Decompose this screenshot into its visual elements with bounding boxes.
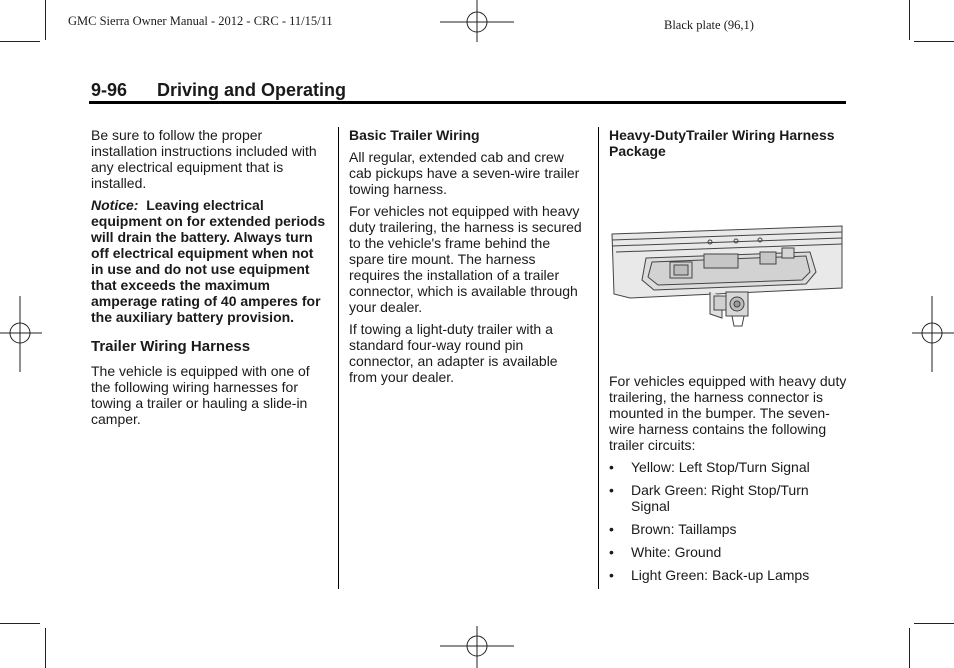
paragraph: All regular, extended cab and crew cab pickups have a seven-wire trailer towing harness. [349, 149, 580, 197]
title-rule [89, 101, 846, 104]
crop-mark [914, 623, 954, 624]
paragraph: For vehicles equipped with heavy duty trailering, the harness connector is mounted in the bumper. The seven-wire harness contains the following trailer circuits: [609, 373, 847, 453]
crop-mark [45, 628, 46, 668]
heavy-duty-harness-heading: Heavy-DutyTrailer Wiring Harness Package [609, 127, 835, 159]
notice-paragraph [91, 197, 327, 325]
crop-mark [909, 0, 910, 40]
header-plate: Black plate (96,1) [664, 18, 754, 32]
crop-mark [0, 41, 40, 42]
list-item: • Light Green: Back-up Lamps [609, 567, 849, 583]
trailer-wiring-harness-heading: Trailer Wiring Harness [91, 338, 251, 355]
paragraph: If towing a light-duty trailer with a standard four-way round pin connector, an adapter is available from your dealer. [349, 321, 558, 385]
notice-label: Notice: [91, 197, 139, 213]
crop-mark [914, 41, 954, 42]
trailer-circuits-list [609, 459, 849, 583]
column-divider [338, 127, 339, 589]
registration-mark-bottom [440, 626, 516, 668]
harness-paragraph: The vehicle is equipped with one of the following wiring harnesses for towing a trailer or hauling a slide-in camper. [91, 363, 310, 427]
column-3 [609, 127, 849, 165]
page-number: 9-96 [91, 80, 128, 100]
header-manual-title: GMC Sierra Owner Manual - 2012 - CRC - 11/15/11 [68, 14, 333, 28]
page-title [91, 80, 346, 101]
list-item: • Dark Green: Right Stop/Turn Signal [609, 482, 849, 514]
registration-mark-top [440, 0, 516, 42]
intro-paragraph: Be sure to follow the proper installation instructions included with any electrical equipment that is installed. [91, 127, 317, 191]
registration-mark-right [912, 296, 954, 372]
notice-text: Leaving electrical equipment on for extended periods will drain the battery. Always turn off electrical equipment when not in use and do not use equipment that exceeds the maximum amperage rating of 40 amperes for the auxiliary battery provision. [91, 197, 326, 325]
list-item: • Yellow: Left Stop/Turn Signal [609, 459, 849, 475]
column-2 [349, 127, 589, 391]
section-title: Driving and Operating [157, 80, 347, 100]
bumper-connector-illustration [610, 222, 844, 334]
column-3-body [609, 373, 849, 590]
paragraph: For vehicles not equipped with heavy duty trailering, the harness is secured to the vehicle's frame behind the spare tire mount. The harness requires the installation of a trailer connector, which is available through your dealer. [349, 203, 582, 315]
crop-mark [909, 628, 910, 668]
column-1 [91, 127, 327, 433]
crop-mark [45, 0, 46, 40]
basic-trailer-wiring-heading: Basic Trailer Wiring [349, 127, 480, 143]
column-divider [598, 127, 599, 589]
list-item: • Brown: Taillamps [609, 521, 849, 537]
list-item: • White: Ground [609, 544, 849, 560]
registration-mark-left [0, 296, 42, 372]
crop-mark [0, 623, 40, 624]
